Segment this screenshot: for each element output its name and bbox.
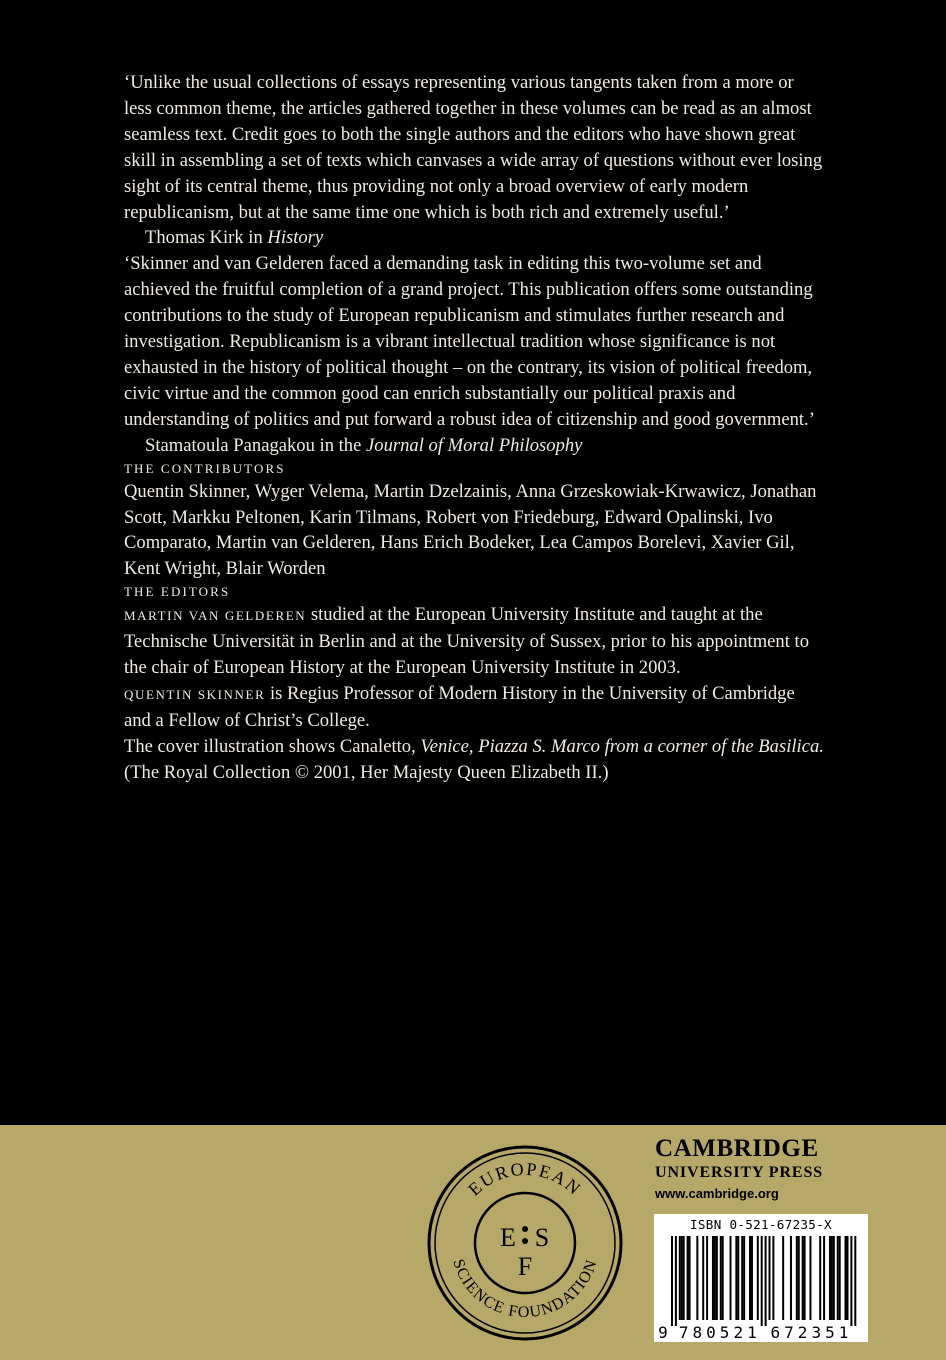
isbn-barcode	[654, 1214, 868, 1342]
barcode-guard-bar	[671, 1236, 673, 1326]
barcode-digit: 6	[770, 1323, 781, 1342]
editor-name-2: QUENTIN SKINNER	[124, 686, 266, 702]
cover-illustration-note	[124, 734, 824, 786]
barcode-bar	[749, 1236, 751, 1320]
barcode-bar	[847, 1236, 849, 1320]
barcode-bar	[722, 1236, 724, 1320]
barcode-bar	[796, 1236, 798, 1320]
publisher-press: UNIVERSITY PRESS	[655, 1164, 824, 1181]
barcode-digit: 1	[838, 1323, 849, 1342]
barcode-bar	[735, 1236, 737, 1320]
barcode-digit: 9	[658, 1323, 668, 1342]
barcode-bar	[679, 1236, 681, 1320]
barcode-guard-bar	[765, 1236, 767, 1326]
barcode-digit: 7	[678, 1323, 689, 1342]
cover-note-prefix: The cover illustration shows Canaletto,	[124, 735, 421, 757]
barcode-digit: 5	[719, 1323, 730, 1342]
barcode-bar	[845, 1236, 847, 1320]
barcode-bar	[696, 1236, 698, 1320]
barcode-bar	[802, 1236, 804, 1320]
barcode-bar	[681, 1236, 683, 1320]
editor-bio-2	[124, 681, 824, 734]
barcode-bar	[829, 1236, 831, 1320]
barcode-bar	[720, 1236, 722, 1320]
barcode-bar	[689, 1236, 691, 1320]
review-quote-1: ‘Unlike the usual collections of essays representing various tangents taken from a more or less common theme, the articles gathered together in these volumes can be read as an almost seamless text. Credit goes to both the single authors and the editors who have shown great skill in assembling a set of texts which canvases a wide array of questions without ever losing sight of its central theme, thus providing not only a broad overview of early modern republicanism, but at the same time one which is both rich and extremely useful.’	[124, 72, 823, 223]
barcode-guard-bar	[850, 1236, 852, 1326]
barcode-bar	[772, 1236, 774, 1320]
editors-heading: THE EDITORS	[124, 584, 231, 600]
barcode-bar	[839, 1236, 841, 1320]
barcode-bar	[702, 1236, 704, 1320]
cover-note-title: Venice, Piazza S. Marco from a corner of the Basilica.	[420, 735, 824, 757]
barcode-digit: 8	[692, 1323, 703, 1342]
barcode-bar	[730, 1236, 732, 1320]
barcode-bar	[706, 1236, 708, 1320]
barcode-bar	[804, 1236, 806, 1320]
barcode-bar	[743, 1236, 745, 1320]
barcode-digit: 5	[825, 1323, 835, 1342]
contributors-list: Quentin Skinner, Wyger Velema, Martin Dzelzainis, Anna Grzeskowiak-Krwawicz, Jonathan Scott, Markku Peltonen, Karin Tilmans, Robert von Friedeburg, Edward Opalinski, Ivo Comparato, Martin van Gelderen, Hans Erich Bodeker, Lea Campos Borelevi, Xavier Gil, Kent Wright, Blair Worden	[124, 480, 817, 580]
review-quote-2: ‘Skinner and van Gelderen faced a demanding task in editing this two-volume set and achieved the fruitful completion of a grand project. This publication offers some outstanding contributions to the study of European republicanism and stimulates further research and investigation. Republicanism is a vibrant intellectual tradition whose significance is not exhausted in the history of political thought – on the contrary, its vision of political freedom, civic virtue and the common good can enrich substantially our political praxis and understanding of politics and put forward a robust idea of citizenship and good government.’	[124, 253, 815, 430]
barcode-guard-bar	[854, 1236, 856, 1326]
barcode-bar	[712, 1236, 714, 1320]
barcode-bar	[831, 1236, 833, 1320]
publisher-logo	[655, 1135, 870, 1203]
cover-note-suffix: (The Royal Collection © 2001, Her Majesty Queen Elizabeth II.)	[124, 761, 609, 783]
seal-letter-f: F	[517, 1252, 533, 1281]
barcode-bar	[714, 1236, 716, 1320]
reviewer-2: Stamatoula Panagakou in the	[145, 434, 362, 456]
barcode-bar	[833, 1236, 835, 1320]
editor-text-1: studied at the European University Institute and taught at the Technische Universität in Berlin and at the University of Sussex, prior to his appointment to the chair of European History at the European University Institute in 2003.	[124, 604, 809, 679]
editor-bio-1	[124, 602, 824, 681]
seal-top-text: EUROPEAN	[464, 1158, 586, 1200]
barcode-bar	[751, 1236, 753, 1320]
seal-letter-e: E	[500, 1223, 516, 1252]
editor-text-2: is Regius Professor of Modern History in the University of Cambridge and a Fellow of Christ’s College.	[124, 682, 795, 731]
barcode-bar	[769, 1236, 771, 1320]
barcode-digit: 0	[706, 1323, 716, 1342]
barcode-guard-bar	[675, 1236, 677, 1326]
review-attribution-2	[124, 433, 824, 459]
editor-name-1: MARTIN VAN GELDEREN	[124, 608, 307, 624]
barcode-bar	[741, 1236, 743, 1320]
barcode-digit: 3	[811, 1323, 822, 1342]
barcode-digit: 2	[797, 1323, 808, 1342]
publisher-name: CAMBRIDGE	[655, 1135, 819, 1162]
barcode-bar	[716, 1236, 718, 1320]
barcode-bar	[782, 1236, 784, 1320]
barcode-image	[654, 1214, 868, 1342]
publication-2: Journal of Moral Philosophy	[366, 434, 583, 456]
barcode-guard-bar	[761, 1236, 763, 1326]
barcode-bar	[683, 1236, 685, 1320]
seal-letter-s: S	[534, 1223, 550, 1252]
barcode-digit: 2	[733, 1323, 744, 1342]
review-attribution-1	[124, 225, 824, 251]
contributors-heading: THE CONTRIBUTORS	[124, 460, 286, 476]
esf-seal-logo	[425, 1143, 625, 1343]
barcode-digit: 1	[747, 1323, 757, 1342]
barcode-bar	[790, 1236, 792, 1320]
barcode-bar	[757, 1236, 759, 1320]
barcode-bar	[798, 1236, 800, 1320]
barcode-digit: 7	[784, 1323, 794, 1342]
isbn-label: ISBN 0-521-67235-X	[690, 1217, 832, 1232]
barcode-bar	[687, 1236, 689, 1320]
publication-1: History	[267, 227, 324, 249]
barcode-bar	[809, 1236, 811, 1320]
barcode-bar	[837, 1236, 839, 1320]
barcode-bar	[823, 1236, 825, 1320]
back-cover-text	[124, 70, 824, 786]
reviewer-1: Thomas Kirk in	[145, 227, 263, 249]
publisher-url: www.cambridge.org	[655, 1186, 779, 1201]
seal-bottom-text: SCIENCE FOUNDATION	[449, 1256, 601, 1322]
barcode-bar	[819, 1236, 821, 1320]
barcode-bar	[737, 1236, 739, 1320]
